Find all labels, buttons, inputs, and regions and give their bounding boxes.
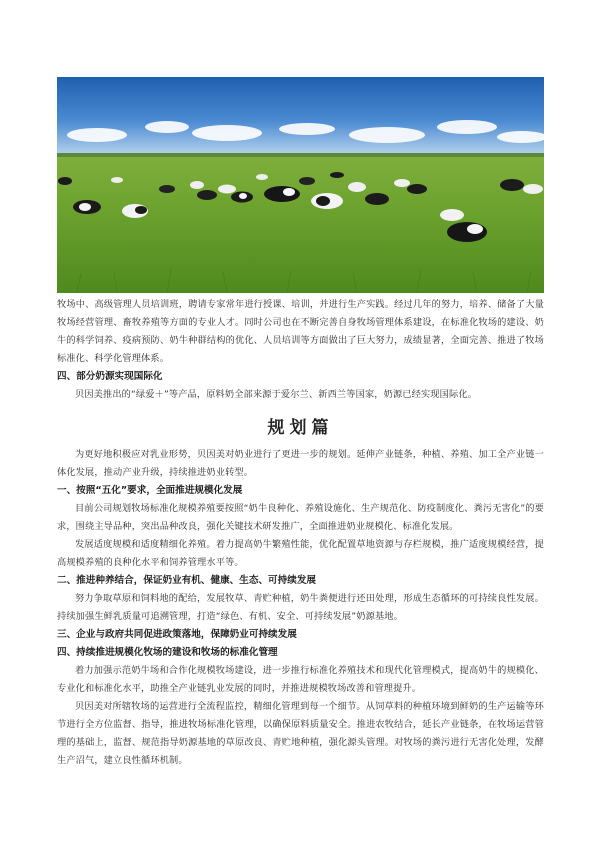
intro-paragraph: 牧场中、高级管理人员培训班，聘请专家常年进行授课、培训，并进行生产实践。经过几年的努力，培养、储备了大量牧场经营管理、畜牧养殖等方面的专业人才。同时公司也在不断完善自身牧场管理体系建设，在标准化牧场的建设、奶牛的科学饲养、疫病预防、奶牛种群结构的优化、人员培训等方面做出了巨大努力，成绩显著，全面完善、推进了牧场标准化、科学化管理体系。	[57, 299, 544, 364]
section-heading-crop-livestock: 二、推进种养结合，保证奶业有机、健康、生态、可持续发展	[57, 575, 317, 586]
section-heading-government-policy: 三、企业与政府共同促进政策落地，保障奶业可持续发展	[57, 629, 297, 640]
planning-intro-paragraph: 为更好地积极应对乳业形势，贝因美对奶业进行了更进一步的规划。延伸产业链条，种植、养殖、加工全产业链一体化发展，推动产业升级，持续推进奶业转型。	[57, 449, 544, 478]
crop-livestock-paragraph: 努力争取草原和饲料地的配给，发展牧草、青贮种植，奶牛粪便进行还田处理，形成生态循环的可持续良性发展。持续加强生鲜乳质量可追溯管理，打造“绿色、有机、安全、可持续发展”奶源基地。	[57, 593, 544, 622]
five-standards-paragraph-2: 发展适度规模和适度精细化养殖。着力提高奶牛繁殖性能，优化配置草地资源与存栏规模，推广适度规模经营，提高规模养殖的良种化水平和饲养管理水平等。	[57, 539, 544, 568]
pasture-cattle-photo	[57, 77, 544, 293]
section-heading-five-standards: 一、按照“五化”要求，全面推进规模化发展	[57, 485, 243, 496]
standardized-farms-paragraph-2: 贝因美对所辖牧场的运营进行全流程监控，精细化管理到每一个细节。从饲草料的种植环境到鲜奶的生产运输等环节进行全方位监督、指导，推进牧场标准化管理，以确保原料质量安全。推进农牧结合，延长产业链条，在牧场运营管理的基础上，监督、规范指导奶源基地的草原改良、青贮地种植，强化源头管理。对牧场的粪污进行无害化处理，发酵生产沼气，建立良性循环机制。	[57, 701, 544, 766]
five-standards-paragraph-1: 目前公司规划牧场标准化规模养殖要按照“奶牛良种化、养殖设施化、生产规范化、防疫制度化、粪污无害化”的要求，围绕主导品种，突出品种改良，强化关键技术研发推广，全面推进奶业规模化、标准化发展。	[57, 503, 544, 532]
international-sourcing-paragraph: 贝因美推出的“绿爱＋”等产品，原料奶全部来源于爱尔兰、新西兰等国家，奶源已经实现国际化。	[75, 389, 477, 400]
planning-title: 规划篇	[267, 418, 334, 438]
article-body	[57, 296, 544, 770]
standardized-farms-paragraph-1: 着力加强示范奶牛场和合作化规模牧场建设，进一步推行标准化养殖技术和现代化管理模式，提高奶牛的规模化、专业化和标准化水平，助推全产业链乳业发展的同时，并推进规模牧场改善和管理提升。	[57, 665, 544, 694]
section-heading-international-sourcing: 四、部分奶源实现国际化	[57, 371, 163, 382]
section-heading-standardized-farms: 四、持续推进规模化牧场的建设和牧场的标准化管理	[57, 647, 278, 658]
